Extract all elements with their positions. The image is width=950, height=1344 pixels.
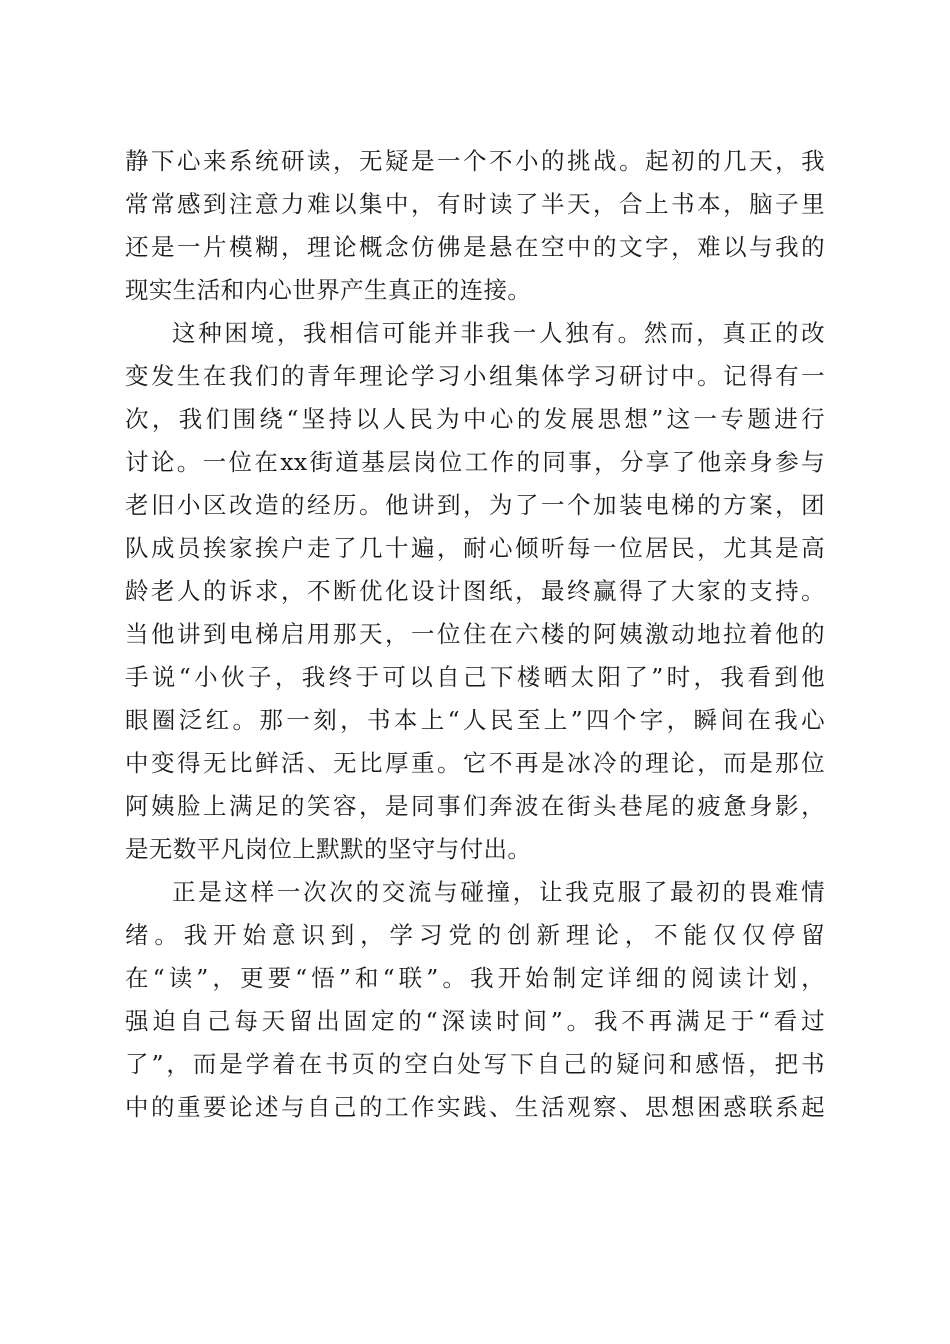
text-line: 龄老人的诉求，不断优化设计图纸，最终赢得了大家的支持。 [125, 577, 825, 605]
text-line: 正是这样一次次的交流与碰撞，让我克服了最初的畏难情 [172, 878, 825, 906]
text-line: 绪。我开始意识到，学习党的创新理论，不能仅仅停留 [125, 921, 825, 949]
body-text [125, 140, 825, 1129]
text-line: 常常感到注意力难以集中，有时读了半天，合上书本，脑子里 [125, 190, 825, 218]
text-line: 当他讲到电梯启用那天，一位住在六楼的阿姨激动地拉着他的 [125, 620, 825, 648]
text-line: 变发生在我们的青年理论学习小组集体学习研讨中。记得有一 [125, 362, 825, 390]
text-line: 手说“小伙子，我终于可以自己下楼晒太阳了”时，我看到他 [125, 663, 825, 691]
text-line: 次，我们围绕“坚持以人民为中心的发展思想”这一专题进行 [125, 405, 825, 433]
text-line: 了”，而是学着在书页的空白处写下自己的疑问和感悟，把书 [125, 1050, 825, 1078]
text-line: 中的重要论述与自己的工作实践、生活观察、思想困惑联系起 [125, 1093, 825, 1121]
text-line: 老旧小区改造的经历。他讲到，为了一个加装电梯的方案，团 [125, 491, 825, 519]
text-line: 这种困境，我相信可能并非我一人独有。然而，真正的改 [172, 319, 825, 347]
text-line: 现实生活和内心世界产生真正的连接。 [125, 276, 532, 304]
text-line: 队成员挨家挨户走了几十遍，耐心倾听每一位居民，尤其是高 [125, 534, 825, 562]
text-line: 还是一片模糊，理论概念仿佛是悬在空中的文字，难以与我的 [125, 233, 825, 261]
text-line: 讨论。一位在xx街道基层岗位工作的同事，分享了他亲身参与 [125, 448, 825, 476]
text-line: 是无数平凡岗位上默默的坚守与付出。 [125, 835, 532, 863]
text-line: 眼圈泛红。那一刻，书本上“人民至上”四个字，瞬间在我心 [125, 706, 825, 734]
text-line: 中变得无比鲜活、无比厚重。它不再是冰冷的理论，而是那位 [125, 749, 825, 777]
text-line: 在“读”，更要“悟”和“联”。我开始制定详细的阅读计划， [125, 964, 825, 992]
text-line: 阿姨脸上满足的笑容，是同事们奔波在街头巷尾的疲惫身影， [125, 792, 825, 820]
text-line: 静下心来系统研读，无疑是一个不小的挑战。起初的几天，我 [125, 147, 825, 175]
text-line: 强迫自己每天留出固定的“深读时间”。我不再满足于“看过 [125, 1007, 825, 1035]
